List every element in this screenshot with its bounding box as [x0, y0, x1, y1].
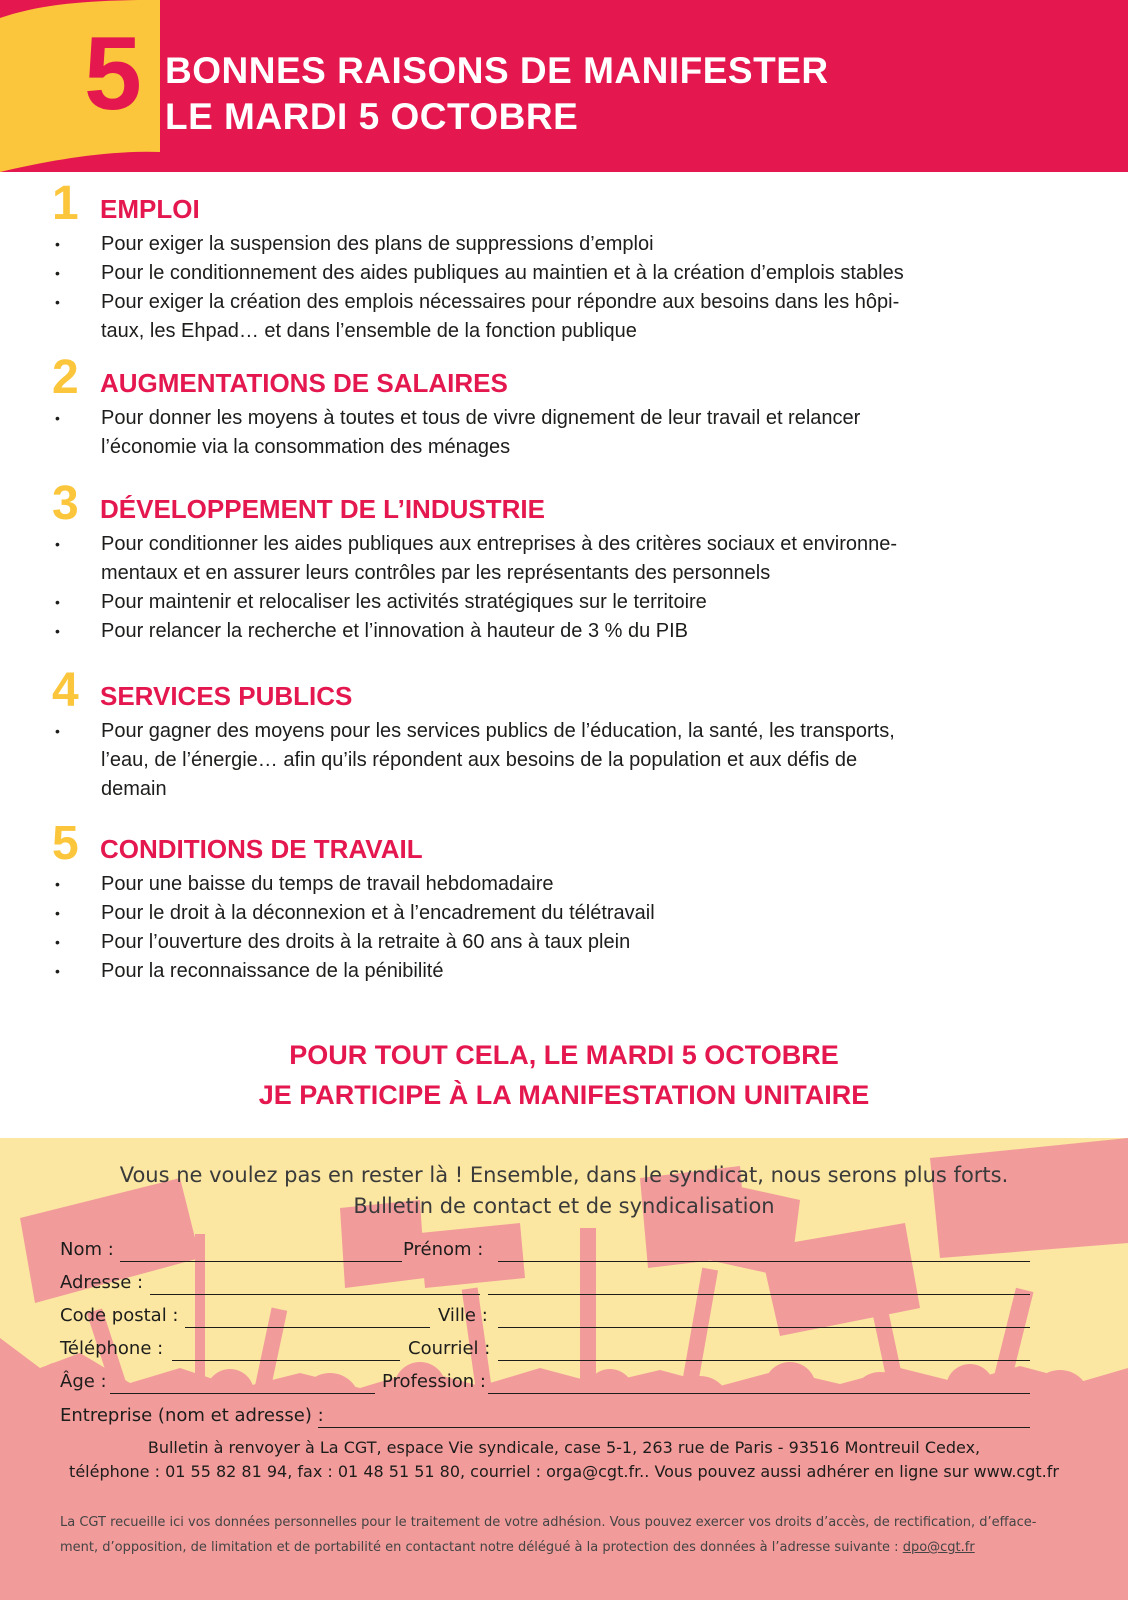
adresse-label: Adresse : — [60, 1272, 144, 1293]
telephone-field[interactable] — [172, 1360, 400, 1361]
reason-title: SERVICES PUBLICS — [100, 681, 353, 711]
list-item: • Pour donner les moyens à toutes et tous de vivre dignement de leur travail et relancer l’économie via la consommation des ménages — [0, 404, 1128, 462]
profession-field[interactable] — [488, 1393, 1030, 1394]
list-item: • Pour relancer la recherche et l’innovation à hauteur de 3 % du PIB — [0, 617, 1128, 646]
reason-items — [0, 870, 1128, 986]
reason-items — [0, 404, 1128, 462]
form-intro — [0, 1160, 1128, 1222]
adresse-field[interactable] — [150, 1294, 480, 1295]
entreprise-label: Entreprise (nom et adresse) : — [60, 1405, 324, 1426]
reason-title: CONDITIONS DE TRAVAIL — [100, 834, 423, 864]
nom-field[interactable] — [120, 1261, 402, 1262]
bullet-icon: • — [55, 265, 60, 281]
page-title-line-1: BONNES RAISONS DE MANIFESTER — [165, 50, 829, 91]
list-item: • Pour maintenir et relocaliser les activités stratégiques sur le territoire — [0, 588, 1128, 617]
page-title-line-2: LE MARDI 5 OCTOBRE — [165, 96, 579, 137]
form-row-postal — [60, 1304, 1060, 1332]
header-number: 5 — [84, 16, 142, 132]
cta-line-2: JE PARTICIPE À LA MANIFESTATION UNITAIRE — [258, 1080, 870, 1110]
reason-title: AUGMENTATIONS DE SALAIRES — [100, 368, 508, 398]
reason-items — [0, 530, 1128, 646]
cta-line-1: POUR TOUT CELA, LE MARDI 5 OCTOBRE — [289, 1040, 839, 1070]
prenom-label: Prénom : — [403, 1239, 484, 1260]
adresse-field-2[interactable] — [488, 1294, 1030, 1295]
form-intro-line-1: Vous ne voulez pas en rester là ! Ensemble, dans le syndicat, nous serons plus forts. — [119, 1163, 1009, 1187]
reason-number: 4 — [52, 664, 79, 717]
age-label: Âge : — [60, 1371, 107, 1392]
form-row-name — [60, 1238, 1060, 1266]
reason-items — [0, 717, 1128, 804]
list-item: • Pour le conditionnement des aides publiques au maintien et à la création d’emplois stables — [0, 259, 1128, 288]
bullet-icon: • — [55, 536, 60, 552]
list-item: • Pour conditionner les aides publiques aux entreprises à des critères sociaux et environne- mentaux et en assurer leurs contrôles par les représentants des personnels — [0, 530, 1128, 588]
reason-title: EMPLOI — [100, 194, 200, 224]
code-postal-label: Code postal : — [60, 1305, 179, 1326]
list-item: • Pour gagner des moyens pour les services publics de l’éducation, la santé, les transports, l’eau, de l’énergie… afin qu’ils répondent aux besoins de la population et aux défis de demain — [0, 717, 1128, 804]
bullet-icon: • — [55, 623, 60, 639]
ville-field[interactable] — [498, 1327, 1030, 1328]
bullet-icon: • — [55, 905, 60, 921]
list-item: • Pour le droit à la déconnexion et à l’encadrement du télétravail — [0, 899, 1128, 928]
bullet-icon: • — [55, 410, 60, 426]
reason-section-5 — [0, 817, 1128, 986]
privacy-notice — [60, 1510, 1050, 1560]
reason-number: 3 — [52, 477, 79, 530]
privacy-email-link[interactable]: dpo@cgt.fr — [902, 1540, 975, 1555]
list-item: • Pour exiger la suspension des plans de suppressions d’emploi — [0, 230, 1128, 259]
reason-title: DÉVELOPPEMENT DE L’INDUSTRIE — [100, 494, 545, 524]
profession-label: Profession : — [382, 1371, 486, 1392]
header-banner — [0, 0, 1128, 172]
return-address-line-2: téléphone : 01 55 82 81 94, fax : 01 48 51 51 80, courriel : orga@cgt.fr.. Vous pouvez aussi adhérer en ligne sur www.cgt.fr — [69, 1462, 1059, 1481]
form-row-phone — [60, 1337, 1060, 1365]
bullet-icon: • — [55, 876, 60, 892]
bullet-icon: • — [55, 934, 60, 950]
reason-section-2 — [0, 351, 1128, 462]
list-item: • Pour l’ouverture des droits à la retraite à 60 ans à taux plein — [0, 928, 1128, 957]
membership-form-section — [0, 1138, 1128, 1600]
form-intro-line-2: Bulletin de contact et de syndicalisation — [353, 1194, 775, 1218]
reason-number: 1 — [52, 177, 79, 230]
return-address — [0, 1436, 1128, 1484]
call-to-action — [0, 1035, 1128, 1115]
reason-section-1 — [0, 177, 1128, 346]
age-field[interactable] — [110, 1393, 375, 1394]
prenom-field[interactable] — [498, 1261, 1030, 1262]
form-row-address — [60, 1271, 1060, 1299]
code-postal-field[interactable] — [185, 1327, 430, 1328]
bullet-icon: • — [55, 723, 60, 739]
bullet-icon: • — [55, 594, 60, 610]
reason-items — [0, 230, 1128, 346]
reason-section-3 — [0, 477, 1128, 646]
reason-number: 5 — [52, 817, 79, 870]
nom-label: Nom : — [60, 1239, 114, 1260]
list-item: • Pour une baisse du temps de travail hebdomadaire — [0, 870, 1128, 899]
bullet-icon: • — [55, 236, 60, 252]
page-title — [165, 48, 829, 140]
ville-label: Ville : — [438, 1305, 488, 1326]
entreprise-field[interactable] — [318, 1427, 1030, 1428]
privacy-text: La CGT recueille ici vos données personnelles pour le traitement de votre adhésion. Vous pouvez exercer vos droits d’accès, de rectification, d’efface-ment, d’opposition, de limitation et de portabilité en contactant notre délégué à la protection des données à l’adresse suivante : — [60, 1515, 1037, 1555]
list-item: • Pour la reconnaissance de la pénibilité — [0, 957, 1128, 986]
bullet-icon: • — [55, 963, 60, 979]
form-row-company — [60, 1404, 1060, 1432]
courriel-field[interactable] — [498, 1360, 1030, 1361]
return-address-line-1: Bulletin à renvoyer à La CGT, espace Vie syndicale, case 5-1, 263 rue de Paris - 93516 Montreuil Cedex, — [147, 1438, 981, 1457]
form-row-age — [60, 1370, 1060, 1398]
list-item: • Pour exiger la création des emplois nécessaires pour répondre aux besoins dans les hôpi- taux, les Ehpad… et dans l’ensemble de la fonction publique — [0, 288, 1128, 346]
telephone-label: Téléphone : — [60, 1338, 164, 1359]
bullet-icon: • — [55, 294, 60, 310]
courriel-label: Courriel : — [408, 1338, 491, 1359]
reason-section-4 — [0, 664, 1128, 804]
reason-number: 2 — [52, 351, 79, 404]
